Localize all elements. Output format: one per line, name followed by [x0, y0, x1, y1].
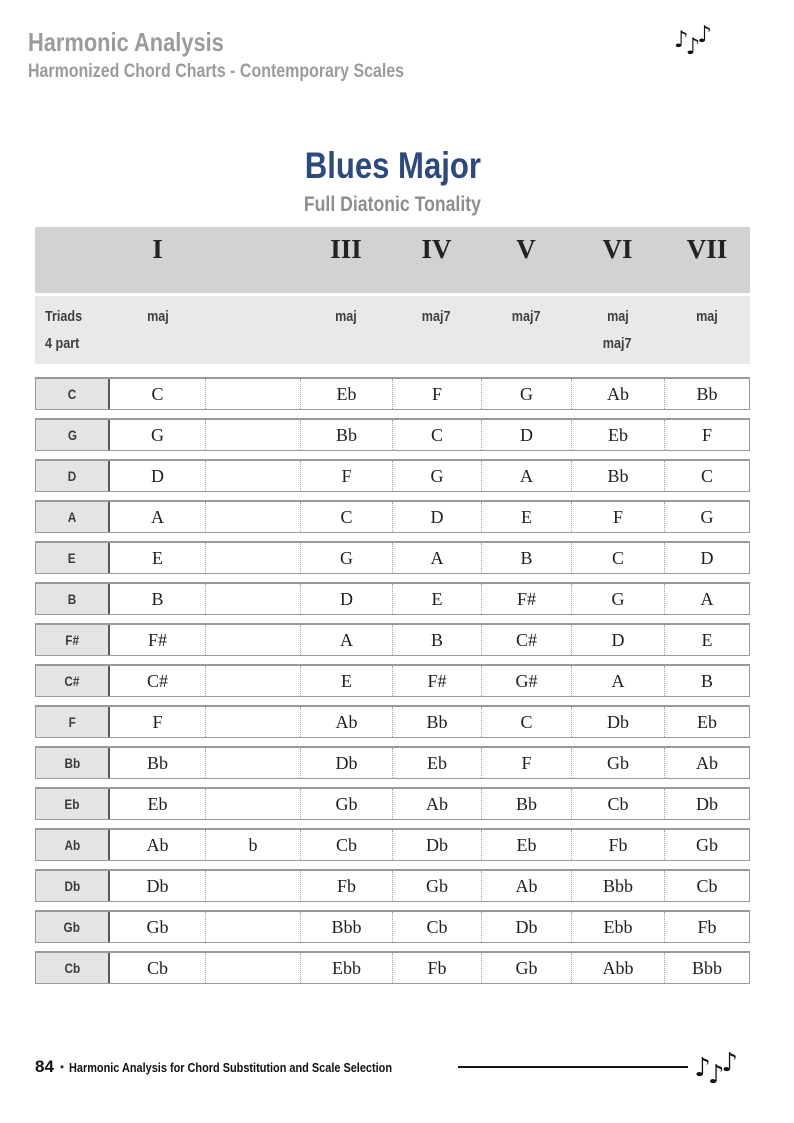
chord-cell: E — [152, 547, 163, 568]
chord-cell: Fb — [392, 953, 481, 983]
row-key-text: F — [68, 714, 76, 730]
row-key-text: Db — [64, 878, 80, 894]
eighth-note-icon: ♪ — [685, 34, 698, 60]
music-notes-icon — [694, 1048, 735, 1090]
chord-cell: A — [392, 543, 481, 573]
triad-quality — [205, 303, 300, 330]
quality-label-4part: 4 part — [45, 335, 80, 352]
chord-table — [35, 227, 750, 992]
chord-cell: Cb — [392, 912, 481, 942]
chord-cell: Eb — [571, 420, 664, 450]
row-key-text: Eb — [64, 796, 80, 812]
chord-cell: Gb — [146, 916, 169, 937]
chord-cell: A — [300, 625, 392, 655]
chord-cell: Eb — [147, 793, 168, 814]
chord-cell — [205, 748, 300, 778]
chord-cell: A — [151, 506, 164, 527]
chord-cell: Cb — [664, 871, 749, 901]
degree-header-VII: VII — [686, 234, 728, 264]
chord-cell: Ab — [664, 748, 749, 778]
triad-quality-text: maj — [146, 308, 169, 325]
chord-cell: G — [571, 584, 664, 614]
row-key-label — [36, 584, 110, 614]
chord-cell: G — [392, 461, 481, 491]
chord-cell: D — [571, 625, 664, 655]
chord-cell: Eb — [300, 379, 392, 409]
chord-cell: Ebb — [300, 953, 392, 983]
chart-subtitle: Full Diatonic Tonality — [303, 192, 482, 216]
chord-cell: G — [151, 424, 164, 445]
chord-cell: C# — [146, 670, 168, 691]
row-key-text: Cb — [64, 960, 80, 976]
chord-cell: Bb — [392, 707, 481, 737]
table-row-F# — [35, 623, 750, 656]
four-part-quality — [664, 330, 750, 357]
table-row-Eb — [35, 787, 750, 820]
chord-cell: Gb — [664, 830, 749, 860]
chord-cell: Bbb — [300, 912, 392, 942]
chord-cell — [205, 871, 300, 901]
chord-cell: F# — [147, 629, 167, 650]
chord-cell — [205, 666, 300, 696]
table-row-F — [35, 705, 750, 738]
table-row-A — [35, 500, 750, 533]
degree-header-VI: VI — [602, 234, 633, 264]
page-header-subtitle: Harmonized Chord Charts - Contemporary Scales — [28, 60, 405, 82]
row-key-label — [36, 953, 110, 983]
four-part-quality — [571, 330, 664, 357]
row-key-label — [36, 379, 110, 409]
chord-cell: A — [571, 666, 664, 696]
row-key-label — [36, 789, 110, 819]
eighth-note-icon: ♪ — [707, 1060, 722, 1090]
chart-title: Blues Major — [304, 145, 481, 186]
chord-cell: Eb — [664, 707, 749, 737]
chord-cell: G — [481, 379, 571, 409]
row-key-label — [36, 748, 110, 778]
chord-cell: Ebb — [571, 912, 664, 942]
chord-cell: B — [664, 666, 749, 696]
chord-cell: Gb — [300, 789, 392, 819]
degree-header-band — [35, 227, 750, 293]
quality-row-label-line1 — [35, 303, 110, 330]
chord-cell: Bbb — [571, 871, 664, 901]
chord-cell — [205, 789, 300, 819]
chord-cell: C — [392, 420, 481, 450]
quality-cell-III — [300, 296, 392, 364]
degree-header-IV: IV — [421, 234, 452, 264]
chord-cell: E — [481, 502, 571, 532]
table-row-Db — [35, 869, 750, 902]
chord-cell: Abb — [571, 953, 664, 983]
chart-title-block — [35, 146, 750, 217]
triad-quality — [664, 303, 750, 330]
footer-title: Harmonic Analysis for Chord Substitution and Scale Selection — [69, 1059, 393, 1075]
chord-cell — [205, 543, 300, 573]
chord-cell: Bb — [664, 379, 749, 409]
chord-cell: Cb — [571, 789, 664, 819]
chord-cell — [205, 912, 300, 942]
table-row-C — [35, 377, 750, 410]
four-part-quality — [205, 330, 300, 357]
chord-cell: Gb — [481, 953, 571, 983]
chord-cell: G — [664, 502, 749, 532]
chord-cell: F — [300, 461, 392, 491]
quality-cell-IV — [392, 296, 481, 364]
chord-cell: Ab — [146, 834, 169, 855]
quality-cell-V — [481, 296, 571, 364]
chord-cell: Bb — [300, 420, 392, 450]
row-key-label — [36, 420, 110, 450]
chord-cell: Db — [392, 830, 481, 860]
chord-cell: B — [481, 543, 571, 573]
degree-header-spacer — [35, 227, 110, 293]
chord-cell: Cb — [300, 830, 392, 860]
table-row-B — [35, 582, 750, 615]
chord-cell: Bbb — [664, 953, 749, 983]
chord-cell: Bb — [571, 461, 664, 491]
chord-cell: Eb — [392, 748, 481, 778]
chord-cell: D — [481, 420, 571, 450]
row-key-text: C# — [64, 673, 80, 689]
chord-cell: Cb — [146, 957, 168, 978]
quality-cell-VI — [571, 296, 664, 364]
table-row-E — [35, 541, 750, 574]
chord-cell: Db — [300, 748, 392, 778]
degree-header-III: III — [330, 234, 362, 264]
row-key-label — [36, 666, 110, 696]
footer-separator: • — [59, 1060, 65, 1074]
eighth-note-icon: ♪ — [674, 27, 686, 53]
chord-cell: F — [152, 711, 163, 732]
chord-cell: Fb — [571, 830, 664, 860]
table-row-Gb — [35, 910, 750, 943]
row-key-text: A — [67, 509, 77, 525]
footer-rule — [458, 1066, 689, 1068]
music-notes-icon — [674, 22, 710, 60]
chord-cell: A — [664, 584, 749, 614]
chord-cell: Db — [146, 875, 169, 896]
chord-cell: Fb — [300, 871, 392, 901]
chord-cell: b — [205, 830, 300, 860]
triad-quality — [481, 303, 571, 330]
chord-cell: B — [392, 625, 481, 655]
chord-cell: C — [664, 461, 749, 491]
chord-cell: C — [300, 502, 392, 532]
chord-cell: Bb — [146, 752, 168, 773]
triad-quality-text: maj — [606, 308, 629, 325]
row-key-text: F# — [65, 632, 79, 648]
chord-cell: D — [300, 584, 392, 614]
chord-cell: C# — [481, 625, 571, 655]
quality-cell-blank — [205, 296, 300, 364]
four-part-quality — [392, 330, 481, 357]
row-key-label — [36, 543, 110, 573]
table-row-D — [35, 459, 750, 492]
four-part-quality — [300, 330, 392, 357]
four-part-quality-text: maj7 — [603, 335, 632, 352]
chord-cell: Eb — [481, 830, 571, 860]
row-key-label — [36, 502, 110, 532]
chord-cell: F — [481, 748, 571, 778]
triad-quality-text: maj — [696, 308, 718, 325]
chord-cell: Gb — [571, 748, 664, 778]
four-part-quality — [481, 330, 571, 357]
table-row-C# — [35, 664, 750, 697]
table-row-Cb — [35, 951, 750, 984]
chord-cell: Ab — [300, 707, 392, 737]
table-row-G — [35, 418, 750, 451]
chord-cell — [205, 584, 300, 614]
chord-cell: Bb — [481, 789, 571, 819]
table-rows — [35, 377, 750, 984]
triad-quality — [571, 303, 664, 330]
row-key-label — [36, 912, 110, 942]
chord-cell: F — [571, 502, 664, 532]
chord-cell — [205, 707, 300, 737]
page-number: 84 — [35, 1057, 54, 1076]
chord-cell: G — [300, 543, 392, 573]
chord-cell: Db — [481, 912, 571, 942]
page-header — [28, 28, 476, 83]
chord-cell: Ab — [481, 871, 571, 901]
chord-cell — [205, 953, 300, 983]
chord-cell — [205, 502, 300, 532]
chord-cell — [205, 379, 300, 409]
degree-header-I: I — [152, 234, 163, 264]
chord-cell: E — [300, 666, 392, 696]
chord-cell: B — [151, 588, 164, 609]
triad-quality-text: maj — [335, 308, 357, 325]
chord-cell: E — [392, 584, 481, 614]
chord-cell — [205, 420, 300, 450]
eighth-note-icon: ♪ — [721, 1048, 735, 1078]
chord-cell: C — [571, 543, 664, 573]
chord-cell: Gb — [392, 871, 481, 901]
table-row-Bb — [35, 746, 750, 779]
chord-cell: Db — [664, 789, 749, 819]
row-key-text: G — [67, 427, 77, 443]
quality-row-label-line2 — [35, 330, 110, 357]
chord-cell: Ab — [392, 789, 481, 819]
chord-cell: C — [481, 707, 571, 737]
chord-cell: E — [664, 625, 749, 655]
chord-cell: F# — [392, 666, 481, 696]
quality-cell-VII — [664, 296, 750, 364]
chord-cell: D — [392, 502, 481, 532]
row-key-text: D — [67, 468, 77, 484]
row-key-text: Gb — [63, 919, 81, 935]
triad-quality-text: maj7 — [511, 308, 541, 325]
chord-cell: F# — [481, 584, 571, 614]
chord-cell: D — [151, 465, 164, 486]
chord-cell — [205, 461, 300, 491]
row-key-label — [36, 625, 110, 655]
quality-cell-I — [110, 296, 205, 364]
row-key-label — [36, 871, 110, 901]
row-key-text: Bb — [64, 755, 80, 771]
quality-header-band — [35, 296, 750, 364]
chord-cell: G# — [481, 666, 571, 696]
degree-header-blank — [205, 227, 300, 293]
row-key-label — [36, 707, 110, 737]
triad-quality — [300, 303, 392, 330]
row-key-text: E — [68, 550, 76, 566]
chord-cell — [205, 625, 300, 655]
row-key-text: Ab — [64, 837, 80, 853]
chord-cell: D — [664, 543, 749, 573]
chord-cell: Fb — [664, 912, 749, 942]
eighth-note-icon: ♪ — [694, 1053, 708, 1083]
row-key-label — [36, 461, 110, 491]
page-header-title: Harmonic Analysis — [28, 27, 224, 57]
row-key-text: C — [67, 386, 77, 402]
chord-cell: A — [481, 461, 571, 491]
chord-cell: F — [664, 420, 749, 450]
triad-quality — [110, 303, 205, 330]
chord-cell: C — [151, 383, 164, 404]
table-row-Ab — [35, 828, 750, 861]
row-key-text: B — [67, 591, 77, 607]
page-footer — [35, 1048, 735, 1090]
row-key-label — [36, 830, 110, 860]
four-part-quality — [110, 330, 205, 357]
triad-quality-text: maj7 — [422, 308, 451, 325]
triad-quality — [392, 303, 481, 330]
degree-header-V: V — [516, 234, 536, 264]
eighth-note-icon: ♪ — [697, 22, 710, 48]
chord-cell: Ab — [571, 379, 664, 409]
quality-label-triads: Triads — [45, 308, 83, 325]
chord-cell: F — [392, 379, 481, 409]
quality-row-label — [35, 296, 110, 364]
chord-cell: Db — [571, 707, 664, 737]
